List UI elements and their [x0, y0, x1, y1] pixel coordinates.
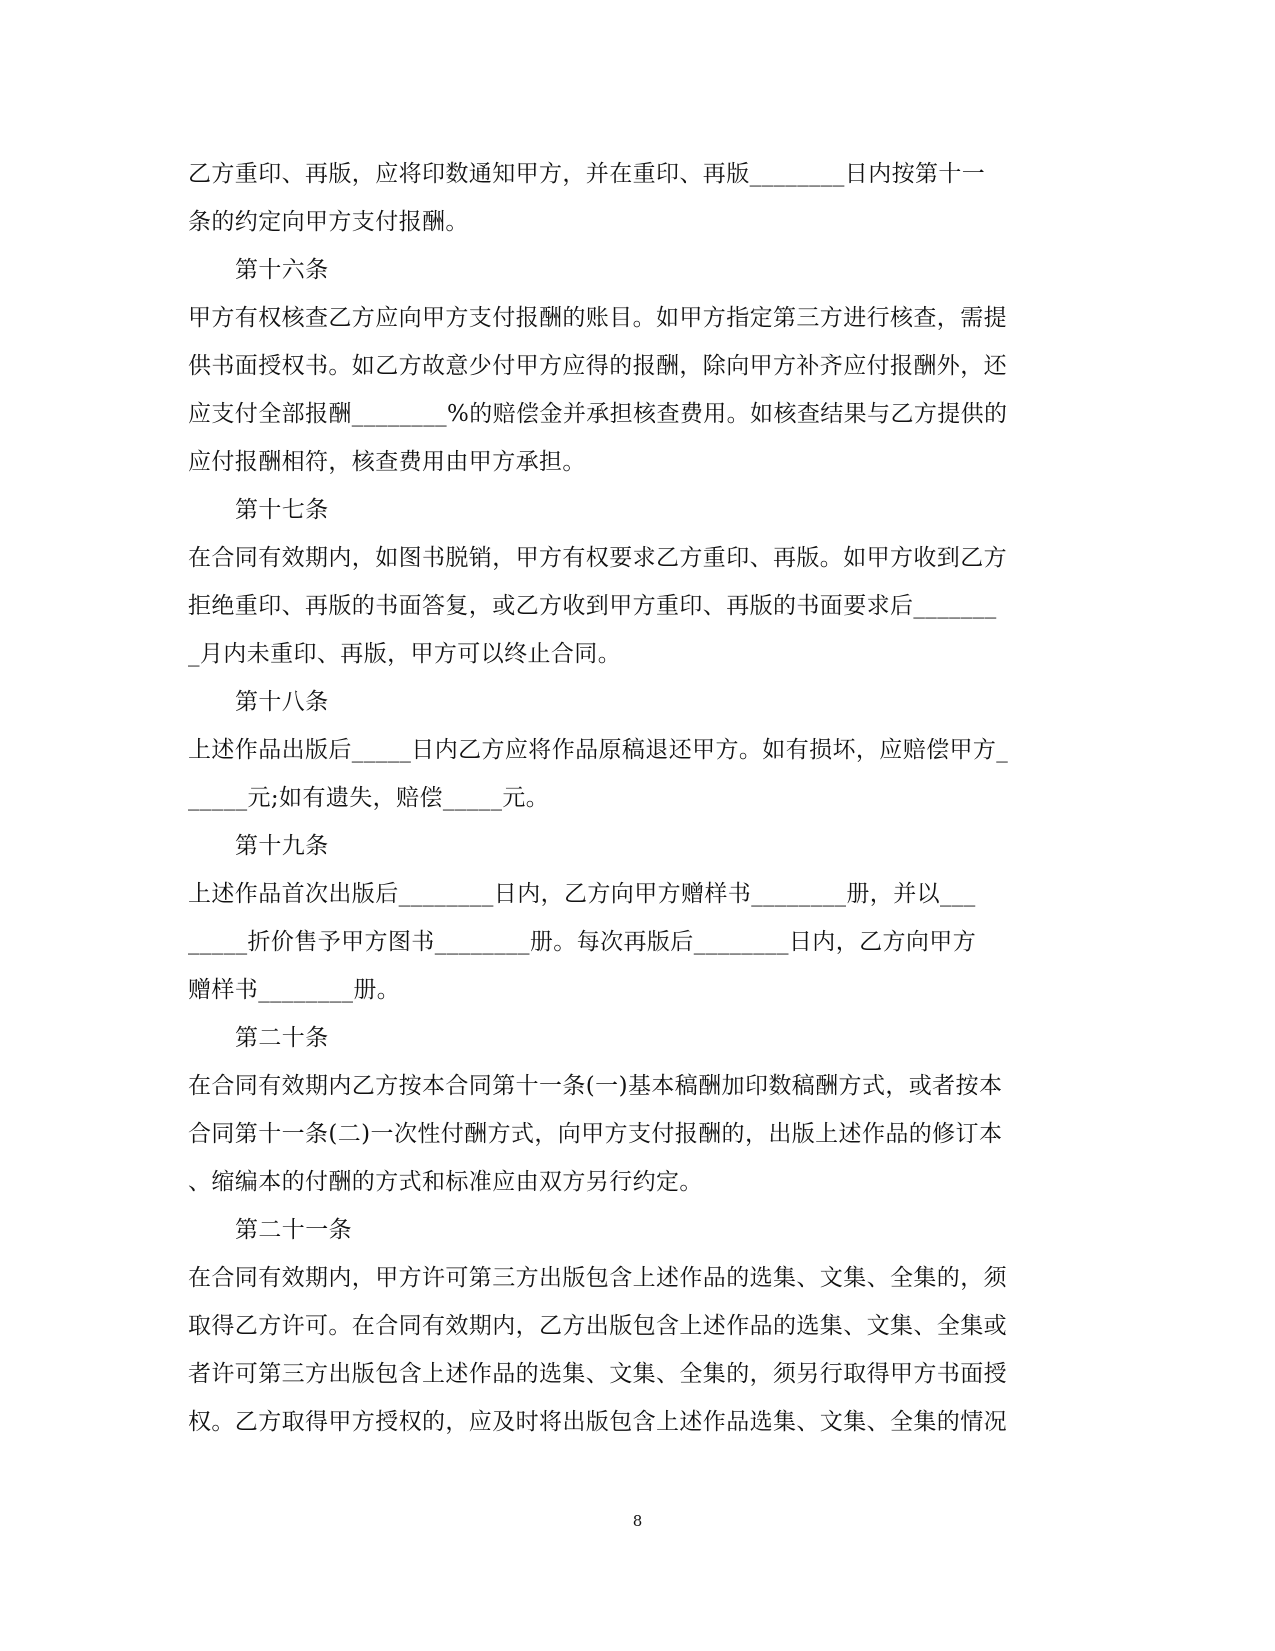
body-line: 在合同有效期内乙方按本合同第十一条(一)基本稿酬加印数稿酬方式，或者按本: [188, 1073, 1003, 1099]
article-heading-16: 第十六条: [235, 257, 329, 283]
body-line: 者许可第三方出版包含上述作品的选集、文集、全集的，须另行取得甲方书面授: [188, 1361, 1007, 1387]
body-line: 权。乙方取得甲方授权的，应及时将出版包含上述作品选集、文集、全集的情况: [188, 1409, 1007, 1435]
body-line: 、缩编本的付酬的方式和标准应由双方另行约定。: [188, 1169, 703, 1195]
article-heading-17: 第十七条: [235, 497, 329, 523]
body-line: _____元;如有遗失，赔偿_____元。: [188, 785, 550, 811]
body-line: 供书面授权书。如乙方故意少付甲方应得的报酬，除向甲方补齐应付报酬外，还: [188, 353, 1007, 379]
body-line: 乙方重印、再版，应将印数通知甲方，并在重印、再版________日内按第十一: [188, 161, 986, 187]
body-line: 上述作品出版后_____日内乙方应将作品原稿退还甲方。如有损坏，应赔偿甲方_: [188, 737, 1009, 763]
body-line: _月内未重印、再版，甲方可以终止合同。: [188, 641, 622, 667]
body-line: _____折价售予甲方图书________册。每次再版后________日内，乙方向甲方: [188, 929, 977, 955]
article-heading-19: 第十九条: [235, 833, 329, 859]
body-line: 在合同有效期内，甲方许可第三方出版包含上述作品的选集、文集、全集的，须: [188, 1265, 1007, 1291]
page-number: 8: [632, 1512, 643, 1530]
body-line: 在合同有效期内，如图书脱销，甲方有权要求乙方重印、再版。如甲方收到乙方: [188, 545, 1007, 571]
article-heading-21: 第二十一条: [235, 1217, 352, 1243]
body-line: 条的约定向甲方支付报酬。: [188, 209, 469, 235]
body-line: 取得乙方许可。在合同有效期内，乙方出版包含上述作品的选集、文集、全集或: [188, 1313, 1007, 1339]
body-line: 上述作品首次出版后________日内，乙方向甲方赠样书________册，并以___: [188, 881, 976, 907]
body-line: 应支付全部报酬________%的赔偿金并承担核查费用。如核查结果与乙方提供的: [188, 401, 1008, 427]
body-line: 拒绝重印、再版的书面答复，或乙方收到甲方重印、再版的书面要求后_______: [188, 593, 997, 619]
article-heading-18: 第十八条: [235, 689, 329, 715]
body-line: 甲方有权核查乙方应向甲方支付报酬的账目。如甲方指定第三方进行核查，需提: [188, 305, 1007, 331]
body-line: 应付报酬相符，核查费用由甲方承担。: [188, 449, 586, 475]
document-body: [188, 150, 1058, 1446]
body-line: 合同第十一条(二)一次性付酬方式，向甲方支付报酬的，出版上述作品的修订本: [188, 1121, 1003, 1147]
body-line: 赠样书________册。: [188, 977, 401, 1003]
article-heading-20: 第二十条: [235, 1025, 329, 1051]
